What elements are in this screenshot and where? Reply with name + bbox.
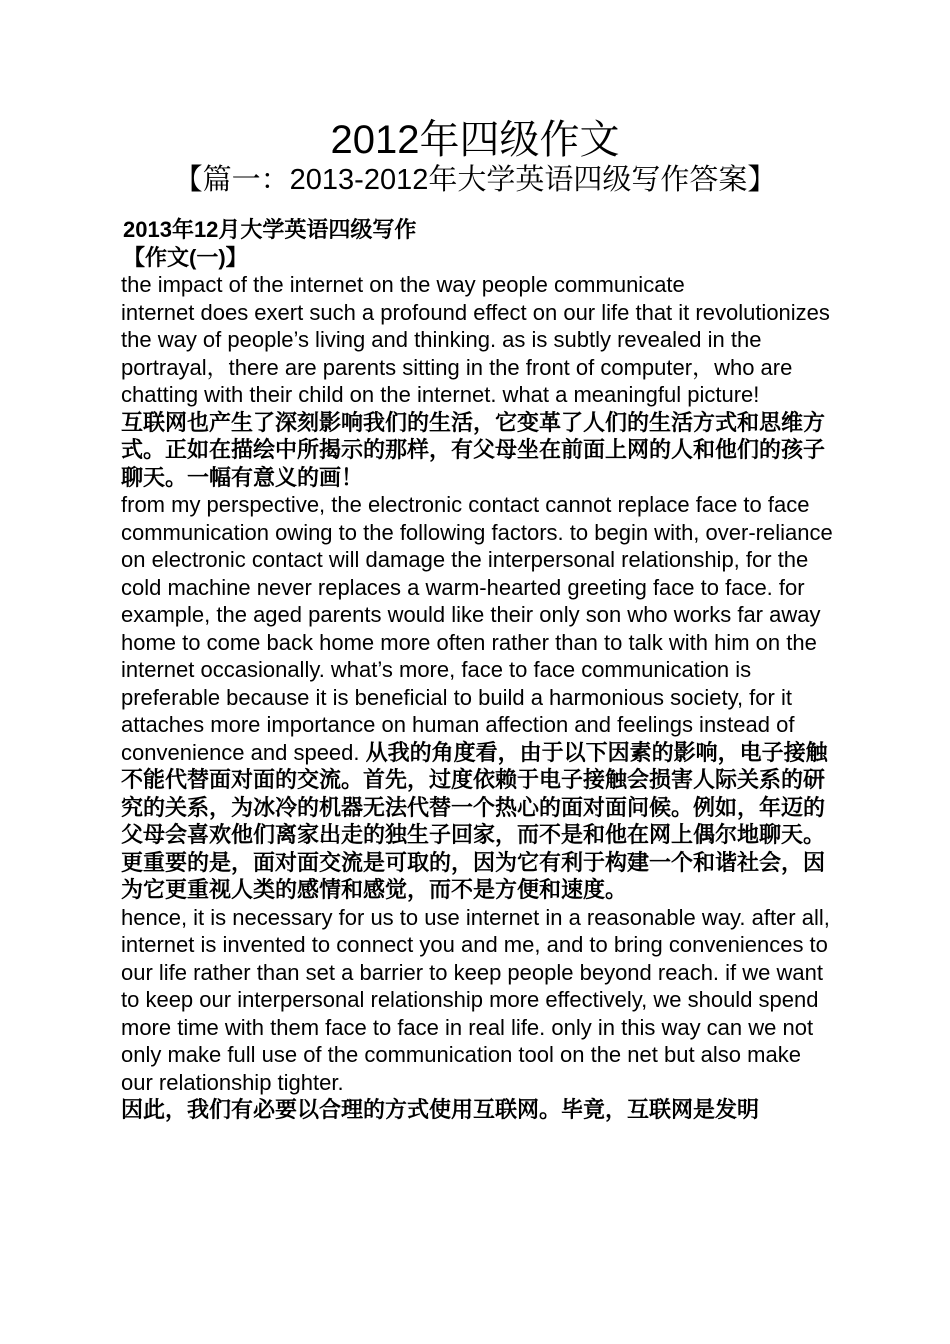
paragraph-2 <box>115 491 837 904</box>
section-label: 【作文(一)】 <box>123 244 248 270</box>
paragraph-3-english: hence, it is necessary for us to use internet in a reasonable way. after all, internet is invented to connect you and me, and to bring conveniences to our life rather than set a barrier to keep people beyond reach. if we want to keep our interpersonal relationship more effectively, we should spend more time with them face to face in real life. only in this way can we not only make full use of the communication tool on the net but also make our relationship tighter. <box>121 904 830 1095</box>
document-title: 2012年四级作文 <box>330 118 620 162</box>
document-body <box>115 216 837 1124</box>
paragraph-1-english: internet does exert such a profound effect on our life that it revolutionizes the way of people’s living and thinking. as is subtly revealed in the portrayal，there are parents sitting in the front of computer，who are chatting with their child on the internet. what a meaningful picture! <box>121 299 830 407</box>
essay-title: the impact of the internet on the way people communicate <box>121 272 685 297</box>
paragraph-3-chinese: 因此，我们有必要以合理的方式使用互联网。毕竟，互联网是发明 <box>121 1097 760 1122</box>
paragraph-1-chinese: 互联网也产生了深刻影响我们的生活，它变革了人们的生活方式和思维方式。正如在描绘中所揭示的那样，有父母坐在前面上网的人和他们的孩子聊天。一幅有意义的画！ <box>121 409 826 490</box>
essay-heading: 2013年12月大学英语四级写作 <box>123 217 417 242</box>
document-subtitle: 【篇一：2013-2012年大学英语四级写作答案】 <box>173 164 777 196</box>
paragraph-2-english: from my perspective, the electronic contact cannot replace face to face communication owing to the following factors. to begin with, over-reliance on electronic contact will damage the interpersonal relationship, for the cold machine never replaces a warm-hearted greeting face to face. for example, the aged parents would like their only son who works far away home to come back home more often rather than to talk with him on the internet occasionally. what’s more, face to face communication is preferable because it is beneficial to build a harmonious society, for it attaches more importance on human affection and feelings instead of convenience and speed. <box>121 492 833 765</box>
paragraph-2-chinese: 从我的角度看，由于以下因素的影响，电子接触不能代替面对面的交流。首先，过度依赖于电子接触会损害人际关系的研究的关系，为冰冷的机器无法代替一个热心的面对面问候。例如，年迈的父母会喜欢他们离家出走的独生子回家，而不是和他在网上偶尔地聊天。更重要的是，面对面交流是可取的，因为它有利于构建一个和谐社会，因为它更重视人类的感情和感觉，而不是方便和速度。 <box>121 739 828 902</box>
